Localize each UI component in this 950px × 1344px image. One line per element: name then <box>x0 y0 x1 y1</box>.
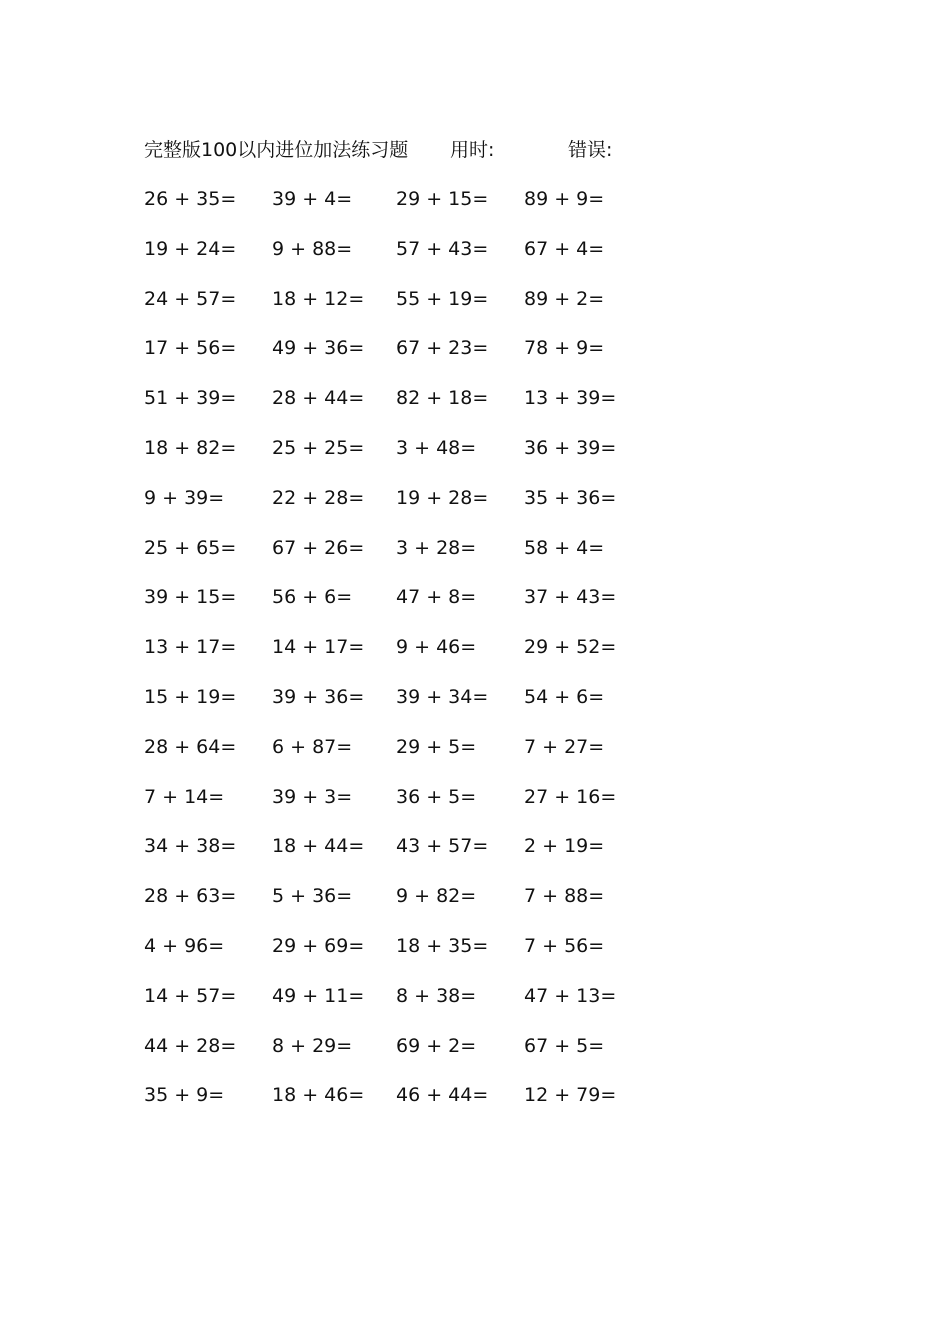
problem-cell: 39 + 3= <box>272 785 353 808</box>
problem-cell: 7 + 27= <box>524 735 605 758</box>
problem-cell: 18 + 35= <box>396 934 489 957</box>
problem-cell: 35 + 36= <box>524 486 617 509</box>
problem-cell: 82 + 18= <box>396 387 489 410</box>
time-label: 用时: <box>450 139 495 161</box>
problem-cell: 54 + 6= <box>524 685 605 708</box>
problem-cell: 39 + 34= <box>396 685 489 708</box>
problem-cell: 29 + 15= <box>396 188 489 210</box>
problem-cell: 19 + 24= <box>144 237 237 260</box>
problem-cell: 7 + 14= <box>144 785 225 808</box>
problem-cell: 89 + 9= <box>524 188 605 210</box>
problem-cell: 47 + 13= <box>524 984 617 1007</box>
problem-cell: 36 + 39= <box>524 436 617 459</box>
problem-cell: 67 + 26= <box>272 536 365 559</box>
problem-cell: 28 + 64= <box>144 735 237 758</box>
problem-cell: 44 + 28= <box>144 1034 237 1057</box>
problem-cell: 39 + 36= <box>272 685 365 708</box>
problem-cell: 18 + 44= <box>272 835 365 858</box>
problem-cell: 14 + 57= <box>144 984 237 1007</box>
problem-cell: 36 + 5= <box>396 785 477 808</box>
problem-cell: 29 + 69= <box>272 934 365 957</box>
problem-cell: 17 + 56= <box>144 337 237 360</box>
problem-cell: 35 + 9= <box>144 1084 225 1107</box>
problem-cell: 25 + 25= <box>272 436 365 459</box>
problem-cell: 15 + 19= <box>144 685 237 708</box>
problem-cell: 13 + 17= <box>144 636 237 659</box>
problem-cell: 49 + 11= <box>272 984 365 1007</box>
problem-cell: 18 + 82= <box>144 436 237 459</box>
problem-cell: 9 + 39= <box>144 486 225 509</box>
problem-cell: 67 + 23= <box>396 337 489 360</box>
problem-cell: 5 + 36= <box>272 885 353 908</box>
problem-cell: 46 + 44= <box>396 1084 489 1107</box>
problem-cell: 8 + 38= <box>396 984 477 1007</box>
problem-cell: 67 + 5= <box>524 1034 605 1057</box>
problem-cell: 25 + 65= <box>144 536 237 559</box>
problem-cell: 28 + 63= <box>144 885 237 908</box>
problem-cell: 43 + 57= <box>396 835 489 858</box>
problem-cell: 9 + 82= <box>396 885 477 908</box>
problem-cell: 8 + 29= <box>272 1034 353 1057</box>
problem-cell: 89 + 2= <box>524 287 605 310</box>
problem-cell: 55 + 19= <box>396 287 489 310</box>
problem-cell: 39 + 4= <box>272 188 353 210</box>
problem-cell: 9 + 88= <box>272 237 353 260</box>
problem-cell: 2 + 19= <box>524 835 605 858</box>
problem-cell: 37 + 43= <box>524 586 617 609</box>
problem-cell: 39 + 15= <box>144 586 237 609</box>
problem-cell: 12 + 79= <box>524 1084 617 1107</box>
errors-label: 错误: <box>568 139 613 161</box>
problem-cell: 26 + 35= <box>144 188 237 210</box>
problem-cell: 13 + 39= <box>524 387 617 410</box>
problem-cell: 27 + 16= <box>524 785 617 808</box>
problem-cell: 14 + 17= <box>272 636 365 659</box>
problem-cell: 9 + 46= <box>396 636 477 659</box>
problem-cell: 18 + 46= <box>272 1084 365 1107</box>
problem-cell: 34 + 38= <box>144 835 237 858</box>
problem-cell: 7 + 56= <box>524 934 605 957</box>
problem-cell: 58 + 4= <box>524 536 605 559</box>
problem-cell: 19 + 28= <box>396 486 489 509</box>
worksheet-title: 完整版100以内进位加法练习题 <box>144 139 409 161</box>
problem-cell: 49 + 36= <box>272 337 365 360</box>
problem-cell: 69 + 2= <box>396 1034 477 1057</box>
problem-cell: 6 + 87= <box>272 735 353 758</box>
problem-cell: 29 + 52= <box>524 636 617 659</box>
problem-cell: 3 + 48= <box>396 436 477 459</box>
problem-cell: 78 + 9= <box>524 337 605 360</box>
problem-cell: 28 + 44= <box>272 387 365 410</box>
problem-cell: 29 + 5= <box>396 735 477 758</box>
problem-cell: 22 + 28= <box>272 486 365 509</box>
problem-cell: 67 + 4= <box>524 237 605 260</box>
problem-cell: 47 + 8= <box>396 586 477 609</box>
problem-cell: 7 + 88= <box>524 885 605 908</box>
problem-cell: 4 + 96= <box>144 934 225 957</box>
problem-cell: 57 + 43= <box>396 237 489 260</box>
problem-cell: 3 + 28= <box>396 536 477 559</box>
problem-cell: 24 + 57= <box>144 287 237 310</box>
problem-cell: 56 + 6= <box>272 586 353 609</box>
problem-cell: 18 + 12= <box>272 287 365 310</box>
problem-cell: 51 + 39= <box>144 387 237 410</box>
